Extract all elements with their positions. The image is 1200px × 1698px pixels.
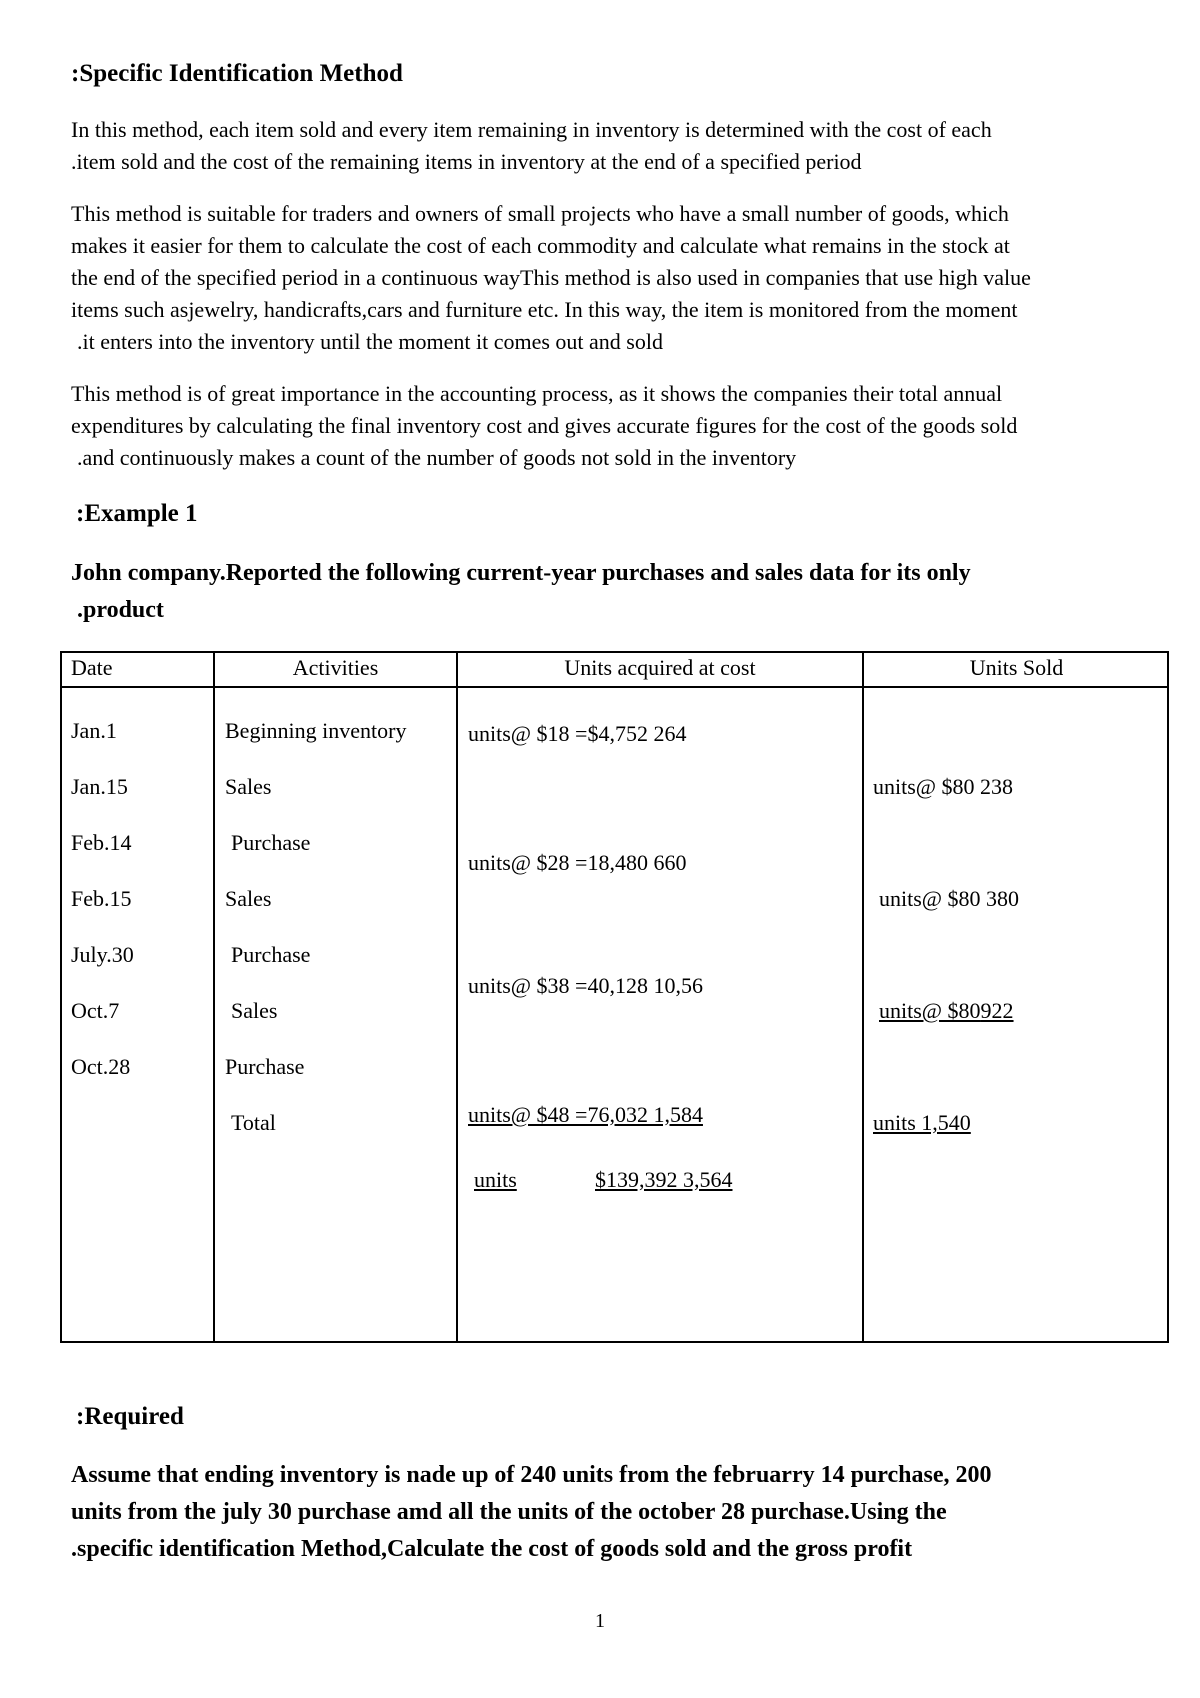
activity-cell: Purchase bbox=[231, 830, 311, 855]
sold-cell: units@ $80 380 bbox=[879, 886, 1020, 911]
paragraph-line: .item sold and the cost of the remaining items in inventory at the end of a specified period bbox=[71, 149, 862, 174]
example-intro-line: .product bbox=[77, 597, 164, 623]
activity-cell: Sales bbox=[231, 998, 278, 1023]
date-cell: Jan.15 bbox=[71, 774, 128, 799]
sold-qty: 922 bbox=[980, 998, 1014, 1023]
table-header-divider bbox=[60, 686, 1169, 688]
header-units-sold: Units Sold bbox=[969, 655, 1064, 680]
example-intro bbox=[71, 555, 971, 629]
activity-cell: Purchase bbox=[225, 1054, 305, 1079]
date-cell: Feb.15 bbox=[71, 886, 132, 911]
example-heading: :Example 1 bbox=[76, 500, 198, 527]
paragraph-1 bbox=[71, 114, 992, 178]
required-line: units from the july 30 purchase amd all the units of the october 28 purchase.Using the bbox=[71, 1499, 947, 1525]
sold-cell: units@ $80 238 bbox=[873, 774, 1014, 799]
column-divider bbox=[213, 651, 215, 1343]
required-line: Assume that ending inventory is nade up of 240 units from the februarry 14 purchase, 200 bbox=[71, 1462, 992, 1488]
sold-rate: units@ $80 bbox=[879, 998, 981, 1023]
sold-total: units 1,540 bbox=[873, 1110, 971, 1135]
date-cell: Feb.14 bbox=[71, 830, 132, 855]
paragraph-line: the end of the specified period in a continuous wayThis method is also used in companies that use high value bbox=[71, 265, 1031, 290]
acquired-cell: units@ $48 =76,032 1,584 bbox=[468, 1102, 703, 1127]
activity-cell: Purchase bbox=[231, 942, 311, 967]
example-intro-line: John company.Reported the following current-year purchases and sales data for its only bbox=[71, 560, 971, 586]
date-cell: July.30 bbox=[71, 942, 134, 967]
column-divider bbox=[456, 651, 458, 1343]
acquired-cell: units@ $38 =40,128 10,56 bbox=[468, 973, 703, 998]
paragraph-line: .and continuously makes a count of the number of goods not sold in the inventory bbox=[77, 445, 797, 470]
column-divider bbox=[862, 651, 864, 1343]
total-units-label: units bbox=[474, 1167, 517, 1192]
acquired-cell: units@ $28 =18,480 660 bbox=[468, 850, 687, 875]
required-heading: :Required bbox=[76, 1403, 184, 1430]
activity-total-label: Total bbox=[231, 1110, 276, 1135]
paragraph-line: This method is of great importance in the accounting process, as it shows the companies their total annual bbox=[71, 381, 1003, 406]
date-cell: Jan.1 bbox=[71, 718, 117, 743]
paragraph-3 bbox=[71, 378, 1017, 474]
paragraph-2 bbox=[71, 198, 1031, 358]
activity-cell: Sales bbox=[225, 774, 272, 799]
required-line: .specific identification Method,Calculate the cost of goods sold and the gross profit bbox=[71, 1536, 913, 1562]
paragraph-line: .it enters into the inventory until the moment it comes out and sold bbox=[77, 329, 663, 354]
header-units-acquired: Units acquired at cost bbox=[564, 655, 756, 680]
acquired-cell: units@ $18 =$4,752 264 bbox=[468, 721, 687, 746]
sold-cell bbox=[879, 998, 1014, 1024]
date-cell: Oct.7 bbox=[71, 998, 120, 1023]
header-date: Date bbox=[71, 655, 113, 680]
paragraph-line: This method is suitable for traders and owners of small projects who have a small number of goods, which bbox=[71, 201, 1009, 226]
activity-cell: Sales bbox=[225, 886, 272, 911]
paragraph-line: In this method, each item sold and every item remaining in inventory is determined with the cost of each bbox=[71, 117, 992, 142]
total-cost: $139,392 3,564 bbox=[595, 1167, 733, 1192]
required-text bbox=[71, 1457, 992, 1568]
paragraph-line: expenditures by calculating the final inventory cost and gives accurate figures for the cost of the goods sold bbox=[71, 413, 1018, 438]
paragraph-line: makes it easier for them to calculate the cost of each commodity and calculate what remains in the stock at bbox=[71, 233, 1010, 258]
paragraph-line: items such asjewelry, handicrafts,cars and furniture etc. In this way, the item is monitored from the moment bbox=[71, 297, 1018, 322]
header-activities: Activities bbox=[292, 655, 379, 680]
date-cell: Oct.28 bbox=[71, 1054, 131, 1079]
activity-cell: Beginning inventory bbox=[225, 718, 407, 743]
page-title: :Specific Identification Method bbox=[71, 60, 403, 87]
page-number: 1 bbox=[595, 1610, 605, 1632]
